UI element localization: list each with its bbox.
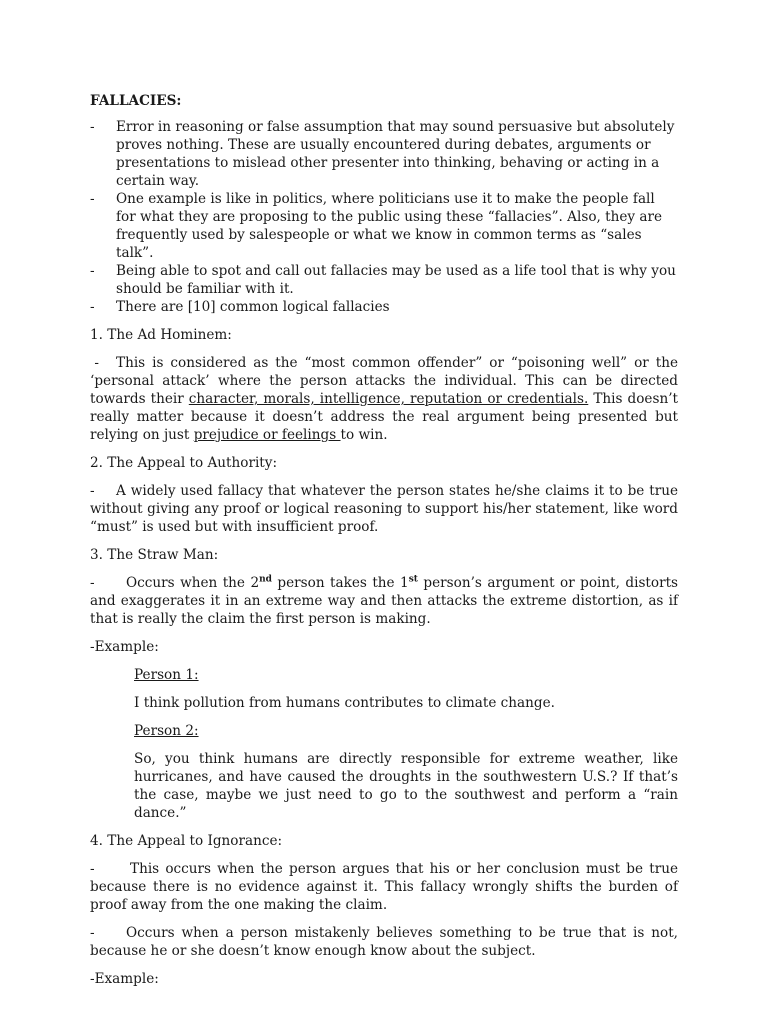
page-heading: FALLACIES: xyxy=(90,93,182,109)
intro-bullet-list xyxy=(90,118,678,316)
section-paragraph: - Occurs when a person mistakenly believes something to be true that is not, because he or she doesn’t know enough know about the subject. xyxy=(90,925,678,959)
section-paragraph: - Occurs when the 2nd person takes the 1st person’s argument or point, distorts and exaggerates it in an extreme way and then attacks the extreme distortion, as if that is really the claim the first person is making. xyxy=(90,574,679,627)
person2-label: Person 2: xyxy=(134,723,199,739)
underlined-text: prejudice or feelings xyxy=(193,427,341,443)
bullet-item: - One example is like in politics, where politicians use it to make the people fall for what they are proposing to the public using these “fallacies”. Also, they are frequently used by salespeople or what we know in common terms as “sales talk”. xyxy=(90,191,663,261)
underlined-text: character, morals, intelligence, reputation or credentials. xyxy=(188,391,589,407)
example-label: -Example: xyxy=(90,639,159,655)
section-title-appeal-to-authority: 2. The Appeal to Authority: xyxy=(90,455,278,471)
person1-label: Person 1: xyxy=(134,667,199,683)
bullet-item: - Error in reasoning or false assumption that may sound persuasive but absolutely proves nothing. These are usually encountered during debates, arguments or presentations to mislead other presenter into thinking, behaving or acting in a certain way. xyxy=(90,119,675,189)
document-page xyxy=(90,92,678,998)
section-paragraph: - This occurs when the person argues that his or her conclusion must be true because there is no evidence against it. This fallacy wrongly shifts the burden of proof away from the one making the claim. xyxy=(90,861,678,913)
person2-text: So, you think humans are directly responsible for extreme weather, like hurricanes, and have caused the droughts in the southwestern U.S.? If that’s the case, maybe we just need to go to the southwest and perform a “rain dance.” xyxy=(134,751,678,821)
section-paragraph: - This is considered as the “most common offender” or “poisoning well” or the ‘personal attack’ where the person attacks the individual. This can be directed towards their character, morals, intelligence, reputation or credentials. This doesn’t really matter because it doesn’t address the real argument being presented but relying on just prejudice or feelings to win. xyxy=(90,355,678,443)
bullet-item: - There are [10] common logical fallacies xyxy=(90,299,390,315)
section-paragraph: - A widely used fallacy that whatever the person states he/she claims it to be true without giving any proof or logical reasoning to support his/her statement, like word “must” is used but with insufficient proof. xyxy=(90,483,678,535)
section-title-straw-man: 3. The Straw Man: xyxy=(90,547,219,563)
person1-text: I think pollution from humans contributes to climate change. xyxy=(134,695,555,711)
example-label: -Example: xyxy=(90,971,159,987)
section-title-ad-hominem: 1. The Ad Hominem: xyxy=(90,327,232,343)
bullet-item: - Being able to spot and call out fallacies may be used as a life tool that is why you should be familiar with it. xyxy=(90,263,676,297)
section-title-appeal-to-ignorance: 4. The Appeal to Ignorance: xyxy=(90,833,283,849)
